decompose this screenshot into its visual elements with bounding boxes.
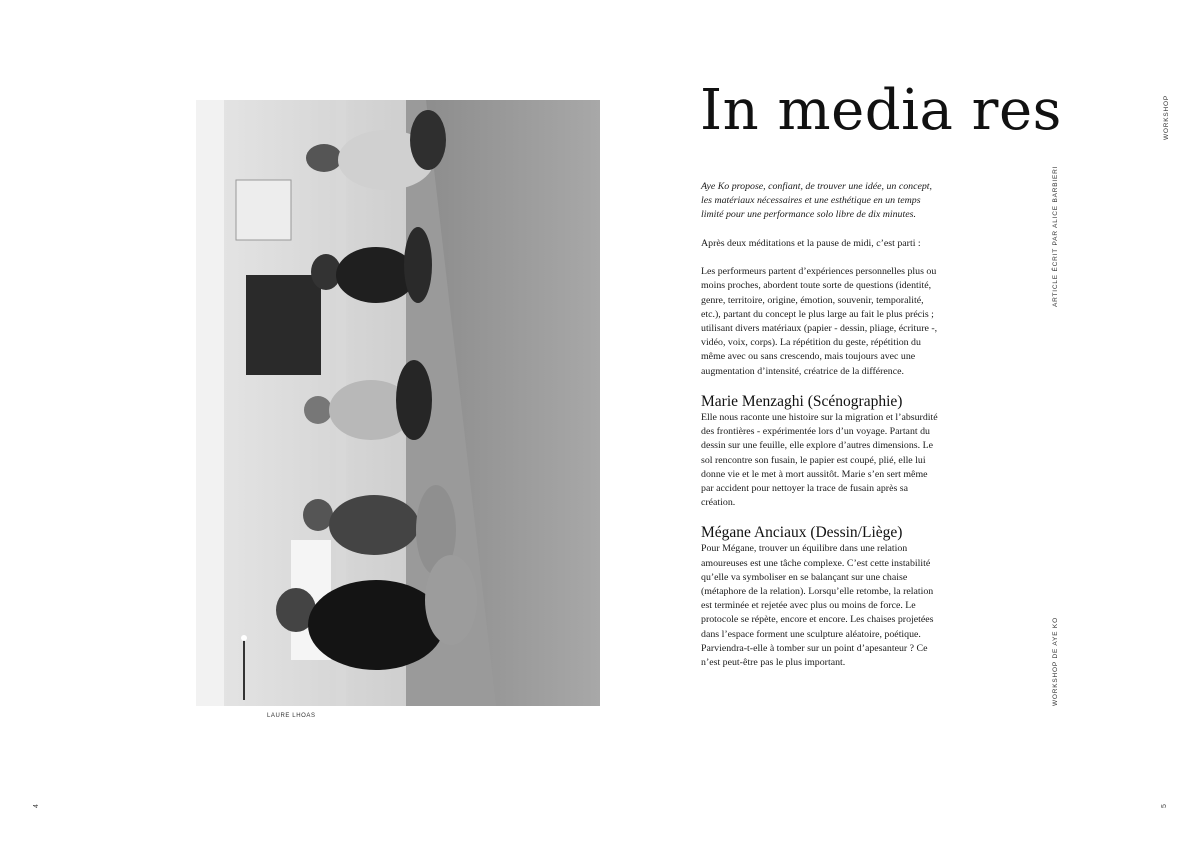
- author-credit: ARTICLE ÉCRIT PAR ALICE BARBIERI: [1052, 165, 1059, 307]
- section-label: WORKSHOP: [1163, 94, 1170, 140]
- body-paragraph-1: Après deux méditations et la pause de midi, c’est parti :: [701, 237, 921, 249]
- photo-credit: LAURE LHOAS: [267, 713, 316, 719]
- page-number-right: 5: [1161, 804, 1168, 808]
- section-text-marie: Elle nous raconte une histoire sur la migration et l’absurdité des frontières - expérimentée lors d’un voyage. Partant du dessin sur une feuille, elle explore d’autres dimensions. Le sol rencontre son fusain, le papier est coupé, plié, elle lui donne vie et le met à mort aussitôt. Marie s’en sert même par accident pour nettoyer la trace de fusain après sa création.: [701, 412, 938, 509]
- workshop-credit: WORKSHOP DE AYE KO: [1052, 617, 1059, 706]
- section-heading-megane: Mégane Anciaux (Dessin/Liège): [701, 524, 903, 542]
- intro-paragraph: Aye Ko propose, confiant, de trouver une idée, un concept, les matériaux nécessaires et une esthétique en un temps limité pour une performance solo libre de dix minutes.: [701, 181, 932, 221]
- body-paragraph-2: Les performeurs partent d’expériences personnelles plus ou moins proches, abordent toute sorte de questions (identité, genre, territoire, origine, émotion, souvenir, temporalité, etc.), partant du concept le plus large au fait le plus précis ; utilisant divers matériaux (papier - dessin, pliage, écriture -, vidéo, voix, corps). La répétition du geste, répétition du même avec ou sans crescendo, mais toujours avec une augmentation d’intensité, créatrice de la différence.: [701, 266, 938, 377]
- article-title: In media res: [700, 78, 1062, 143]
- page-number-left: 4: [33, 804, 40, 808]
- section-text-megane: Pour Mégane, trouver un équilibre dans une relation amoureuses est une tâche complexe. C’est cette instabilité qu’elle va symboliser en se balançant sur une chaise (métaphore de la relation). Lorsqu’elle retombe, la relation est terminée et rejetée avec plus ou moins de force. Le protocole se répète, encore et encore. Les chaises projetées dans l’espace forment une sculpture aléatoire, poétique. Parviendra-t-elle à tomber sur un point d’apesanteur ? Ce n’est peut-être pas le plus important.: [701, 543, 934, 669]
- article-photo: [196, 100, 600, 706]
- section-heading-marie: Marie Menzaghi (Scénographie): [701, 393, 903, 410]
- article-body: [701, 180, 941, 684]
